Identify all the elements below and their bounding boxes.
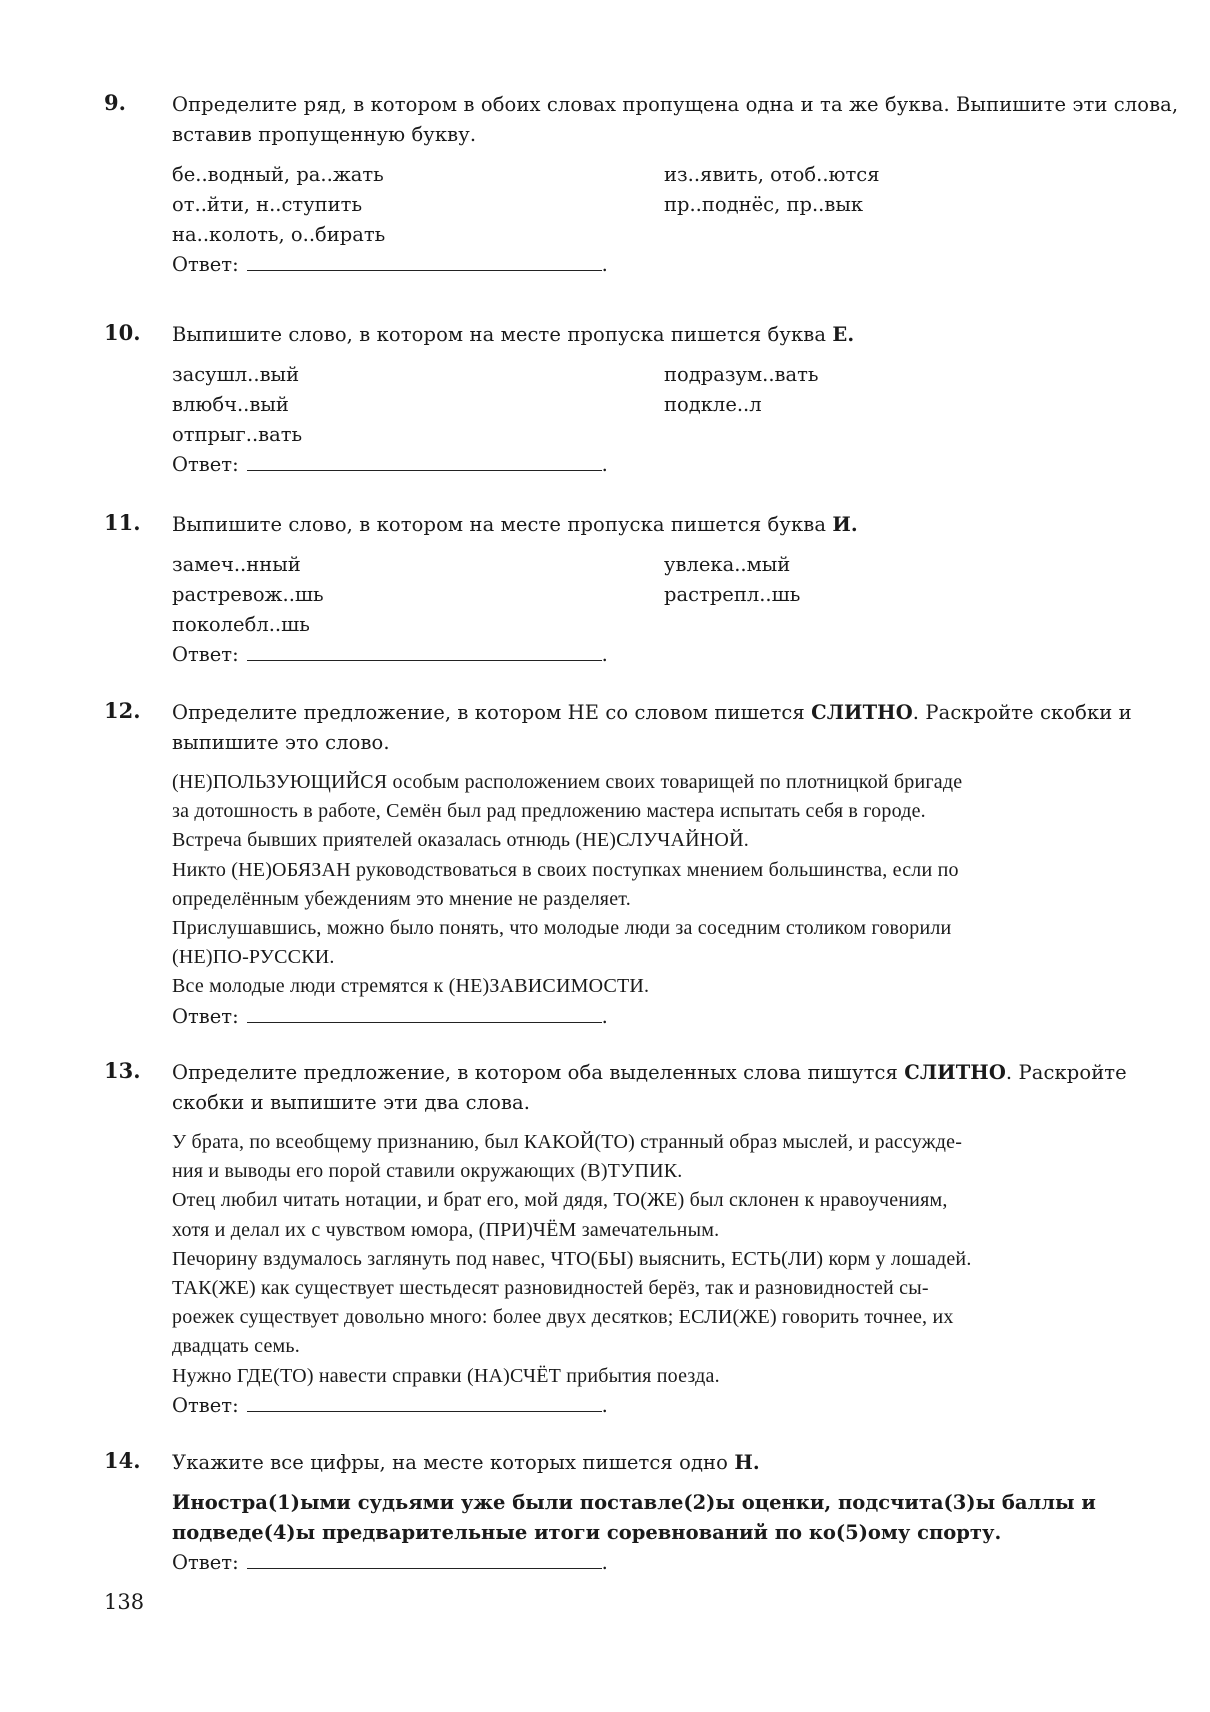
sentence-line: ТАК(ЖЕ) как существует шестьдесят разновидностей берёз, так и разновидностей сы-	[172, 1277, 929, 1300]
task-number: 9.	[104, 90, 126, 115]
options-grid	[172, 360, 1194, 450]
answer-label: Ответ:	[172, 1393, 239, 1417]
answer-label: Ответ:	[172, 253, 239, 276]
task-question: Определите ряд, в котором в обоих словах пропущена одна и та же буква. Выпишите эти слова, вставив пропущенную букву.	[172, 93, 1179, 146]
answer-row: Ответ: .	[172, 250, 1194, 280]
answer-label: Ответ:	[172, 1004, 239, 1028]
answer-field[interactable]	[247, 450, 602, 471]
sentence-line: ния и выводы его порой ставили окружающих (В)ТУПИК.	[172, 1160, 683, 1183]
answer-row: Ответ: .	[172, 640, 1194, 670]
sentence-line: (НЕ)ПОЛЬЗУЮЩИЙСЯ особым расположением своих товарищей по плотницкой бригаде	[172, 771, 963, 793]
option: влюбч..вый	[172, 393, 289, 416]
option: пр..поднёс, пр..вык	[664, 193, 864, 216]
task-question: Выпишите слово, в котором на месте пропуска пишется буква И.	[172, 513, 858, 536]
options-grid	[172, 550, 1194, 640]
sentence-line: Все молодые люди стремятся к (НЕ)ЗАВИСИМОСТИ.	[172, 975, 650, 998]
sentence-line: двадцать семь.	[172, 1335, 300, 1358]
task-number: 10.	[104, 320, 141, 345]
answer-row: Ответ: .	[172, 1002, 1194, 1032]
option: на..колоть, о..бирать	[172, 223, 386, 246]
option: увлека..мый	[664, 553, 791, 576]
answer-row: Ответ: .	[172, 1548, 1194, 1578]
sentence-line: хотя и делал их с чувством юмора, (ПРИ)ЧЁМ замечательным.	[172, 1218, 720, 1241]
sentence-line: Прислушавшись, можно было понять, что молодые люди за соседним столиком говорили	[172, 917, 952, 940]
task-question: Выпишите слово, в котором на месте пропуска пишется буква Е.	[172, 323, 855, 346]
option: растревож..шь	[172, 583, 324, 606]
sentence-line: У брата, по всеобщему признанию, был КАКОЙ(ТО) странный образ мыслей, и рассужде-	[172, 1131, 963, 1153]
task-number: 12.	[104, 698, 141, 723]
sentence-line: Отец любил читать нотации, и брат его, мой дядя, ТО(ЖЕ) был склонен к нравоучениям,	[172, 1189, 948, 1212]
option: от..йти, н..ступить	[172, 193, 363, 216]
sentence-line: за дотошность в работе, Семён был рад предложению мастера испытать себя в городе.	[172, 800, 926, 823]
task-question: Определите предложение, в котором НЕ со словом пишется СЛИТНО. Раскройте скобки и выпишите это слово.	[172, 701, 1132, 754]
task-text: Иностра(1)ыми судьями уже были поставле(2)ы оценки, подсчита(3)ы баллы и подведе(4)ы предварительные итоги соревнований по ко(5)ому спорту.	[172, 1491, 1096, 1544]
option: поколебл..шь	[172, 613, 310, 636]
sentence-line: определённым убеждениям это мнение не разделяет.	[172, 887, 631, 910]
page-number: 138	[104, 1590, 145, 1614]
sentence-line: (НЕ)ПО-РУССКИ.	[172, 946, 335, 969]
sentence-list	[172, 768, 1194, 1002]
option: отпрыг..вать	[172, 423, 303, 446]
task-number: 13.	[104, 1058, 141, 1083]
answer-field[interactable]	[247, 640, 602, 661]
task-number: 14.	[104, 1448, 141, 1473]
option: подкле..л	[664, 393, 762, 416]
option: засушл..вый	[172, 363, 300, 386]
sentence-line: Печорину вздумалось заглянуть под навес, ЧТО(БЫ) выяснить, ЕСТЬ(ЛИ) корм у лошадей.	[172, 1247, 972, 1270]
options-grid	[172, 160, 1194, 250]
option: замеч..нный	[172, 553, 301, 576]
sentence-line: Встреча бывших приятелей оказалась отнюдь (НЕ)СЛУЧАЙНОЙ.	[172, 829, 749, 852]
answer-row: Ответ: .	[172, 1391, 1194, 1421]
answer-label: Ответ:	[172, 643, 239, 666]
sentence-line: Никто (НЕ)ОБЯЗАН руководствоваться в своих поступках мнением большинства, если по	[172, 858, 959, 881]
sentence-line: Нужно ГДЕ(ТО) навести справки (НА)СЧЁТ прибытия поезда.	[172, 1364, 720, 1387]
answer-label: Ответ:	[172, 453, 239, 476]
option: из..явить, отоб..ются	[664, 163, 880, 186]
task-question: Укажите все цифры, на месте которых пишется одно Н.	[172, 1451, 760, 1474]
option: бе..водный, ра..жать	[172, 163, 384, 186]
option: растрепл..шь	[664, 583, 801, 606]
answer-field[interactable]	[247, 1002, 602, 1023]
answer-field[interactable]	[247, 1548, 602, 1569]
answer-row: Ответ: .	[172, 450, 1194, 480]
sentence-list	[172, 1128, 1194, 1391]
option: подразум..вать	[664, 363, 819, 386]
answer-field[interactable]	[247, 1391, 602, 1412]
task-number: 11.	[104, 510, 141, 535]
task-question: Определите предложение, в котором оба выделенных слова пишутся СЛИТНО. Раскройте скобки и выпишите эти два слова.	[172, 1061, 1127, 1114]
answer-field[interactable]	[247, 250, 602, 271]
answer-label: Ответ:	[172, 1551, 239, 1574]
sentence-line: роежек существует довольно много: более двух десятков; ЕСЛИ(ЖЕ) говорить точнее, их	[172, 1306, 954, 1329]
